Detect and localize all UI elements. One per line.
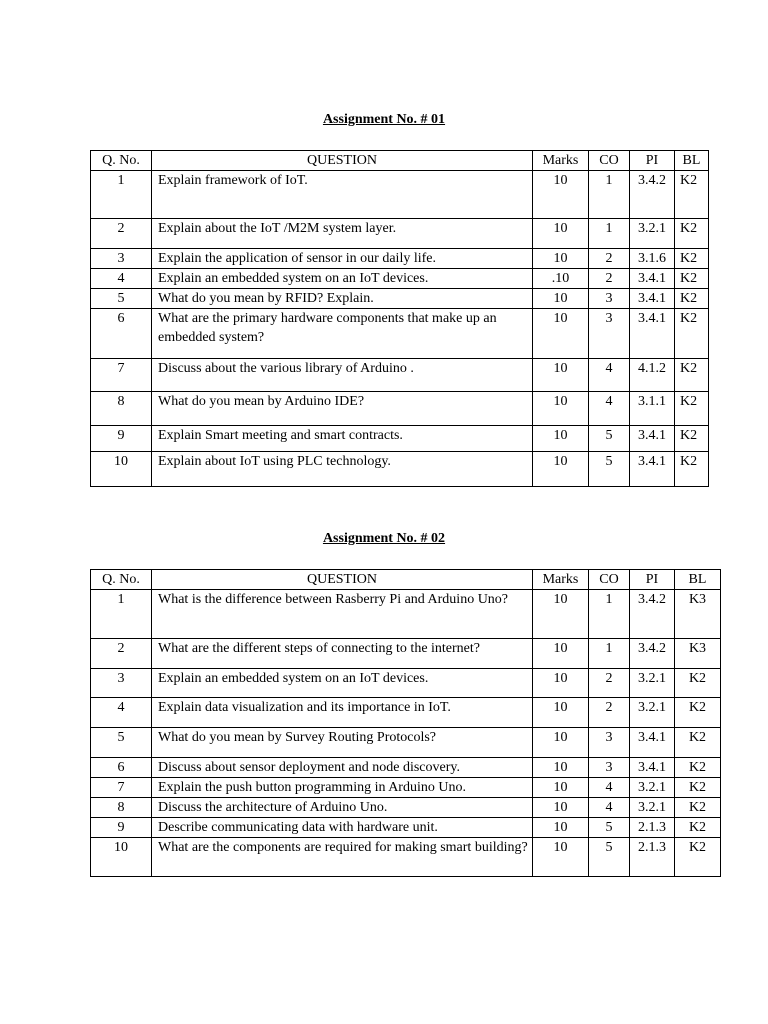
question-text: Discuss the architecture of Arduino Uno. xyxy=(152,798,533,818)
bl-value: K2 xyxy=(675,778,721,798)
pi-value: 3.2.1 xyxy=(630,698,675,728)
co-value: 3 xyxy=(589,289,630,309)
question-number: 5 xyxy=(91,728,152,758)
question-number: 10 xyxy=(91,838,152,877)
marks-value: 10 xyxy=(533,728,589,758)
bl-value: K2 xyxy=(675,269,709,289)
marks-value: 10 xyxy=(533,838,589,877)
pi-value: 2.1.3 xyxy=(630,818,675,838)
header-question: QUESTION xyxy=(152,570,533,590)
pi-value: 3.2.1 xyxy=(630,669,675,698)
table-row xyxy=(91,639,721,669)
pi-value: 3.4.1 xyxy=(630,269,675,289)
co-value: 1 xyxy=(589,219,630,249)
bl-value: K2 xyxy=(675,392,709,426)
table-row xyxy=(91,838,721,877)
bl-value: K2 xyxy=(675,728,721,758)
pi-value: 3.4.1 xyxy=(630,452,675,487)
marks-value: 10 xyxy=(533,392,589,426)
question-number: 5 xyxy=(91,289,152,309)
assignment-1-title: Assignment No. # 01 xyxy=(322,112,446,127)
co-value: 3 xyxy=(589,758,630,778)
table-row xyxy=(91,219,709,249)
pi-value: 3.4.2 xyxy=(630,639,675,669)
table-row xyxy=(91,798,721,818)
co-value: 2 xyxy=(589,269,630,289)
table-row xyxy=(91,728,721,758)
pi-value: 3.4.1 xyxy=(630,309,675,359)
marks-value: 10 xyxy=(533,359,589,392)
bl-value: K2 xyxy=(675,669,721,698)
question-number: 4 xyxy=(91,269,152,289)
question-number: 8 xyxy=(91,798,152,818)
question-number: 7 xyxy=(91,359,152,392)
bl-value: K2 xyxy=(675,249,709,269)
pi-value: 2.1.3 xyxy=(630,838,675,877)
bl-value: K3 xyxy=(675,590,721,639)
assignment-2-table xyxy=(90,569,721,877)
bl-value: K2 xyxy=(675,289,709,309)
header-marks: Marks xyxy=(533,151,589,171)
question-text: Discuss about sensor deployment and node discovery. xyxy=(152,758,533,778)
pi-value: 3.4.2 xyxy=(630,590,675,639)
table-row xyxy=(91,698,721,728)
marks-value: 10 xyxy=(533,639,589,669)
header-co: CO xyxy=(589,151,630,171)
question-text: What do you mean by Survey Routing Protocols? xyxy=(152,728,533,758)
question-text: What do you mean by RFID? Explain. xyxy=(152,289,533,309)
bl-value: K2 xyxy=(675,452,709,487)
question-number: 9 xyxy=(91,426,152,452)
co-value: 2 xyxy=(589,669,630,698)
question-text: What do you mean by Arduino IDE? xyxy=(152,392,533,426)
marks-value: 10 xyxy=(533,219,589,249)
pi-value: 3.2.1 xyxy=(630,798,675,818)
co-value: 1 xyxy=(589,171,630,219)
table-row xyxy=(91,452,709,487)
bl-value: K2 xyxy=(675,758,721,778)
question-text: Explain an embedded system on an IoT devices. xyxy=(152,669,533,698)
pi-value: 3.2.1 xyxy=(630,219,675,249)
header-co: CO xyxy=(589,570,630,590)
table-row xyxy=(91,778,721,798)
question-text: Explain an embedded system on an IoT devices. xyxy=(152,269,533,289)
co-value: 5 xyxy=(589,426,630,452)
co-value: 5 xyxy=(589,818,630,838)
question-text: Explain Smart meeting and smart contracts. xyxy=(152,426,533,452)
bl-value: K2 xyxy=(675,798,721,818)
header-bl: BL xyxy=(675,151,709,171)
question-number: 4 xyxy=(91,698,152,728)
bl-value: K2 xyxy=(675,818,721,838)
header-pi: PI xyxy=(630,570,675,590)
co-value: 4 xyxy=(589,798,630,818)
question-text: Describe communicating data with hardware unit. xyxy=(152,818,533,838)
co-value: 2 xyxy=(589,698,630,728)
pi-value: 3.1.1 xyxy=(630,392,675,426)
question-text: What is the difference between Rasberry Pi and Arduino Uno? xyxy=(152,590,533,639)
assignment-1-table xyxy=(90,150,709,487)
co-value: 4 xyxy=(589,778,630,798)
question-text: Explain about IoT using PLC technology. xyxy=(152,452,533,487)
table-row xyxy=(91,309,709,359)
question-number: 7 xyxy=(91,778,152,798)
pi-value: 3.4.1 xyxy=(630,728,675,758)
question-text: Explain framework of IoT. xyxy=(152,171,533,219)
marks-value: 10 xyxy=(533,309,589,359)
co-value: 3 xyxy=(589,309,630,359)
bl-value: K3 xyxy=(675,639,721,669)
bl-value: K2 xyxy=(675,426,709,452)
marks-value: 10 xyxy=(533,249,589,269)
table-row xyxy=(91,171,709,219)
question-text: What are the components are required for making smart building? xyxy=(152,838,533,877)
table-row xyxy=(91,249,709,269)
pi-value: 3.4.1 xyxy=(630,758,675,778)
question-text: Explain the push button programming in Arduino Uno. xyxy=(152,778,533,798)
question-number: 1 xyxy=(91,171,152,219)
question-text: Explain data visualization and its importance in IoT. xyxy=(152,698,533,728)
table-row xyxy=(91,289,709,309)
pi-value: 3.2.1 xyxy=(630,778,675,798)
question-number: 8 xyxy=(91,392,152,426)
question-number: 3 xyxy=(91,249,152,269)
header-pi: PI xyxy=(630,151,675,171)
table-row xyxy=(91,426,709,452)
table-row xyxy=(91,669,721,698)
co-value: 1 xyxy=(589,639,630,669)
header-qno: Q. No. xyxy=(91,151,152,171)
marks-value: 10 xyxy=(533,426,589,452)
header-question: QUESTION xyxy=(152,151,533,171)
co-value: 3 xyxy=(589,728,630,758)
question-number: 3 xyxy=(91,669,152,698)
table-header-row xyxy=(91,570,721,590)
table-row xyxy=(91,590,721,639)
co-value: 2 xyxy=(589,249,630,269)
question-text: What are the different steps of connecting to the internet? xyxy=(152,639,533,669)
marks-value: 10 xyxy=(533,698,589,728)
marks-value: 10 xyxy=(533,590,589,639)
question-text: What are the primary hardware components that make up an embedded system? xyxy=(152,309,533,359)
co-value: 1 xyxy=(589,590,630,639)
bl-value: K2 xyxy=(675,309,709,359)
marks-value: .10 xyxy=(533,269,589,289)
bl-value: K2 xyxy=(675,219,709,249)
header-bl: BL xyxy=(675,570,721,590)
question-number: 6 xyxy=(91,309,152,359)
marks-value: 10 xyxy=(533,452,589,487)
co-value: 5 xyxy=(589,838,630,877)
question-text: Discuss about the various library of Arduino . xyxy=(152,359,533,392)
pi-value: 3.1.6 xyxy=(630,249,675,269)
marks-value: 10 xyxy=(533,798,589,818)
table-row xyxy=(91,269,709,289)
marks-value: 10 xyxy=(533,778,589,798)
question-text: Explain about the IoT /M2M system layer. xyxy=(152,219,533,249)
bl-value: K2 xyxy=(675,359,709,392)
assignment-2-title: Assignment No. # 02 xyxy=(322,531,446,546)
co-value: 4 xyxy=(589,392,630,426)
question-number: 9 xyxy=(91,818,152,838)
marks-value: 10 xyxy=(533,818,589,838)
question-number: 2 xyxy=(91,219,152,249)
question-number: 1 xyxy=(91,590,152,639)
question-number: 6 xyxy=(91,758,152,778)
header-qno: Q. No. xyxy=(91,570,152,590)
marks-value: 10 xyxy=(533,669,589,698)
co-value: 4 xyxy=(589,359,630,392)
marks-value: 10 xyxy=(533,758,589,778)
table-row xyxy=(91,758,721,778)
co-value: 5 xyxy=(589,452,630,487)
bl-value: K2 xyxy=(675,698,721,728)
question-text: Explain the application of sensor in our daily life. xyxy=(152,249,533,269)
marks-value: 10 xyxy=(533,289,589,309)
marks-value: 10 xyxy=(533,171,589,219)
question-number: 2 xyxy=(91,639,152,669)
bl-value: K2 xyxy=(675,171,709,219)
bl-value: K2 xyxy=(675,838,721,877)
pi-value: 3.4.1 xyxy=(630,289,675,309)
table-row xyxy=(91,818,721,838)
table-row xyxy=(91,392,709,426)
pi-value: 3.4.2 xyxy=(630,171,675,219)
pi-value: 4.1.2 xyxy=(630,359,675,392)
question-number: 10 xyxy=(91,452,152,487)
table-row xyxy=(91,359,709,392)
header-marks: Marks xyxy=(533,570,589,590)
pi-value: 3.4.1 xyxy=(630,426,675,452)
table-header-row xyxy=(91,151,709,171)
